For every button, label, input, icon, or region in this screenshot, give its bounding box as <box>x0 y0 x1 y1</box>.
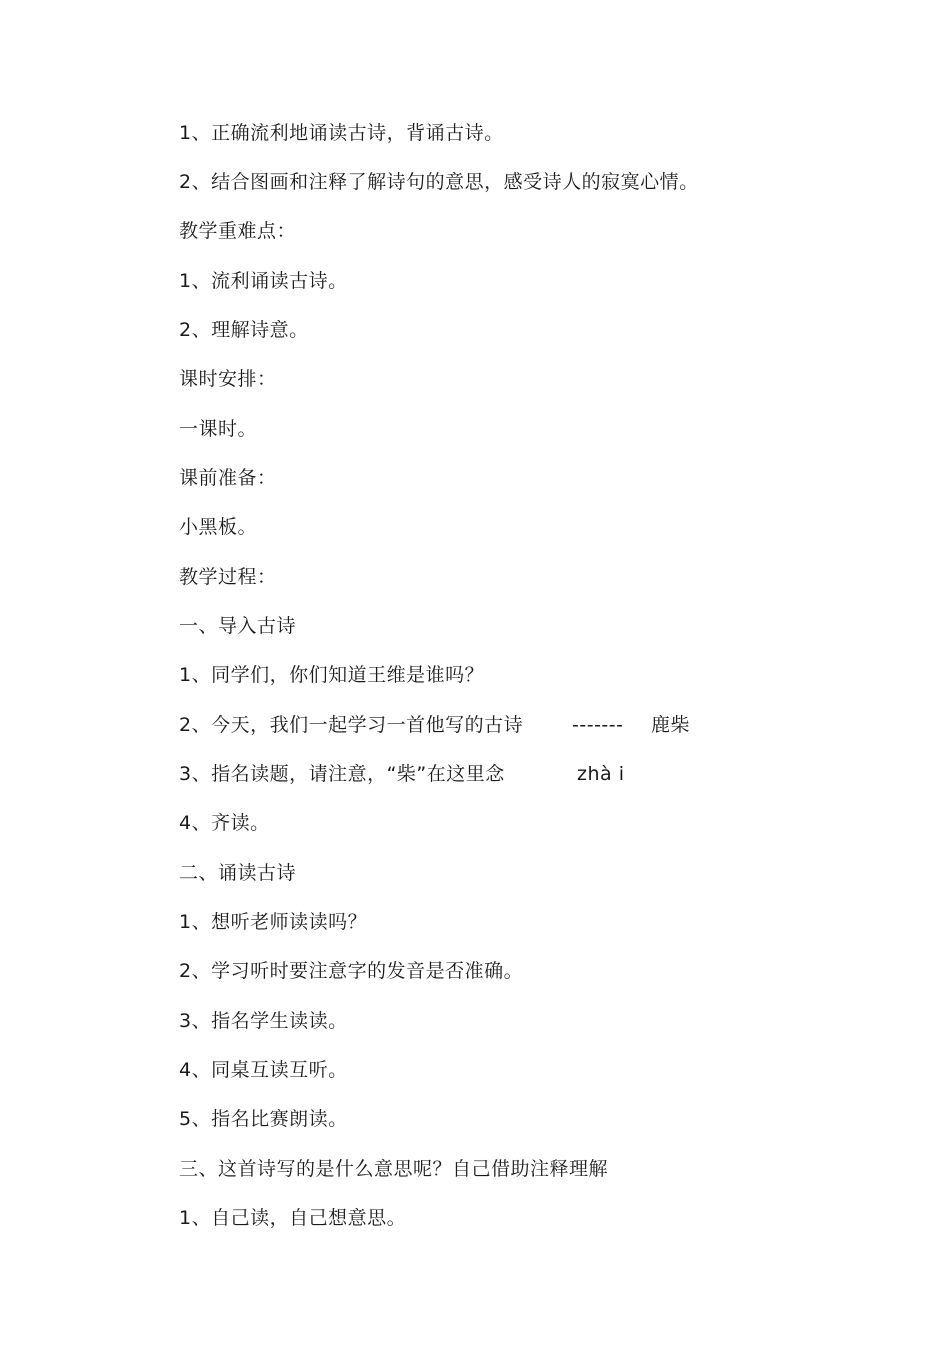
poem-title: 鹿柴 <box>651 714 691 736</box>
step-2-dashes: ------- <box>572 714 624 736</box>
objective-2: 2、结合图画和注释了解诗句的意思，感受诗人的寂寞心情。 <box>179 171 699 193</box>
heading-key-points: 教学重难点： <box>179 220 297 242</box>
section-3-title: 三、这首诗写的是什么意思呢？自己借助注释理解 <box>179 1158 609 1180</box>
objective-1: 1、正确流利地诵读古诗，背诵古诗。 <box>179 122 504 144</box>
section-2-step-3: 3、指名学生读读。 <box>179 1010 348 1032</box>
heading-process: 教学过程： <box>179 566 277 588</box>
section-1-step-2 <box>179 713 779 737</box>
section-1-step-1: 1、同学们，你们知道王维是谁吗？ <box>179 664 485 686</box>
section-2-step-2: 2、学习听时要注意字的发音是否准确。 <box>179 960 524 982</box>
section-2-step-5: 5、指名比赛朗读。 <box>179 1108 348 1130</box>
section-1-step-4: 4、齐读。 <box>179 812 270 834</box>
section-1-title: 一、导入古诗 <box>179 615 297 637</box>
heading-preparation: 课前准备： <box>179 467 277 489</box>
schedule-text: 一课时。 <box>179 418 258 440</box>
preparation-text: 小黑板。 <box>179 516 258 538</box>
step-3-text: 3、指名读题，请注意，“柴”在这里念 <box>179 763 505 785</box>
section-3-step-1: 1、自己读，自己想意思。 <box>179 1207 407 1229</box>
step-2-text: 2、今天，我们一起学习一首他写的古诗 <box>179 714 524 736</box>
section-2-title: 二、诵读古诗 <box>179 862 297 884</box>
heading-schedule: 课时安排： <box>179 368 277 390</box>
key-point-2: 2、理解诗意。 <box>179 319 309 341</box>
pinyin-reading: zhà i <box>577 763 625 785</box>
section-1-step-3 <box>179 762 779 786</box>
section-2-step-1: 1、想听老师读读吗？ <box>179 911 368 933</box>
key-point-1: 1、流利诵读古诗。 <box>179 270 348 292</box>
section-2-step-4: 4、同桌互读互听。 <box>179 1059 348 1081</box>
